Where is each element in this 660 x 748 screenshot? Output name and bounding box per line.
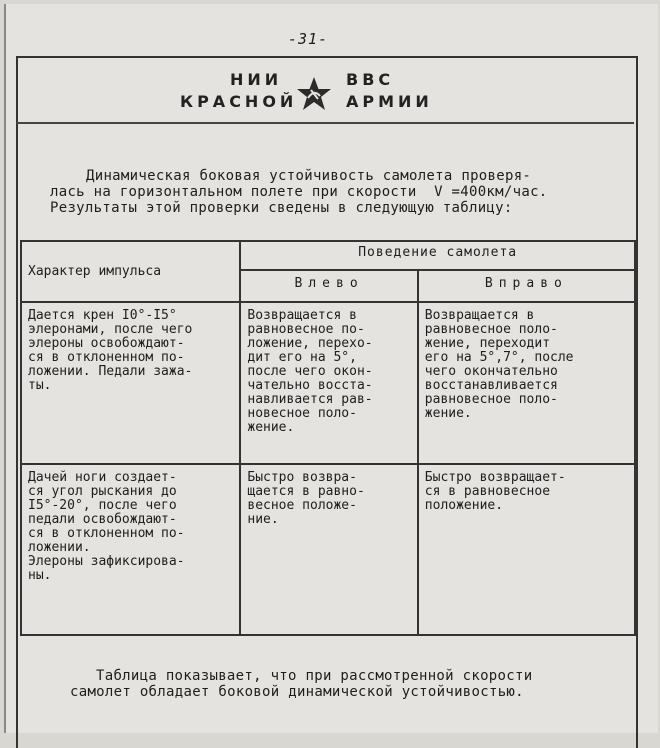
row-2-right: Быстро возвращает- ся в равновесное положение. bbox=[418, 464, 635, 636]
header-vvs: ВВС bbox=[346, 70, 395, 89]
conclusion-line-1: Таблица показывает, что при рассмотренной скорости bbox=[96, 668, 533, 684]
row-1-impulse: Дается крен I0°-I5° элеронами, после чего элероны освобождают- ся в отклоненном по- ложении. Педали зажа- ты. bbox=[21, 302, 240, 463]
table-row bbox=[21, 302, 635, 463]
intro-line-3: Результаты этой проверки сведены в следующую таблицу: bbox=[50, 200, 513, 216]
row-2-impulse: Дачей ноги создает- ся угол рыскания до I5°-20°, после чего педали освобождают- ся в отклоненном по- ложении. Элероны зафиксирова- ны. bbox=[21, 464, 240, 636]
header-impulse: Характер импульса bbox=[21, 241, 240, 302]
intro-line-2: лась на горизонтальном полете при скорости V =400км/час. bbox=[50, 184, 548, 200]
header-divider bbox=[16, 122, 634, 124]
header-nii: НИИ bbox=[230, 70, 283, 89]
header-krasnoy: КРАСНОЙ bbox=[180, 92, 298, 111]
header-armii: АРМИИ bbox=[346, 92, 433, 111]
page-number: -31- bbox=[288, 30, 329, 48]
row-2-left: Быстро возвра- щается в равно- весное положе- ние. bbox=[240, 464, 417, 636]
row-1-right: Возвращается в равновесное поло- жение, переходит его на 5°,7°, после чего окончательно восстанавливается равновесное поло- жение. bbox=[418, 302, 635, 463]
red-star-emblem-icon bbox=[296, 76, 332, 112]
header-right: Вправо bbox=[418, 270, 635, 303]
table-row bbox=[21, 464, 635, 636]
document-page bbox=[4, 4, 658, 733]
stability-table bbox=[20, 240, 636, 636]
row-1-left: Возвращается в равновесное по- ложение, перехо- дит его на 5°, после чего окон- чательно восста- навливается рав- новесное поло- жение. bbox=[240, 302, 417, 463]
header-behavior: Поведение самолета bbox=[240, 241, 635, 270]
intro-line-1: Динамическая боковая устойчивость самолета проверя- bbox=[86, 168, 532, 184]
conclusion-line-2: самолет обладает боковой динамической устойчивостью. bbox=[70, 684, 524, 700]
header-left: Влево bbox=[240, 270, 417, 303]
